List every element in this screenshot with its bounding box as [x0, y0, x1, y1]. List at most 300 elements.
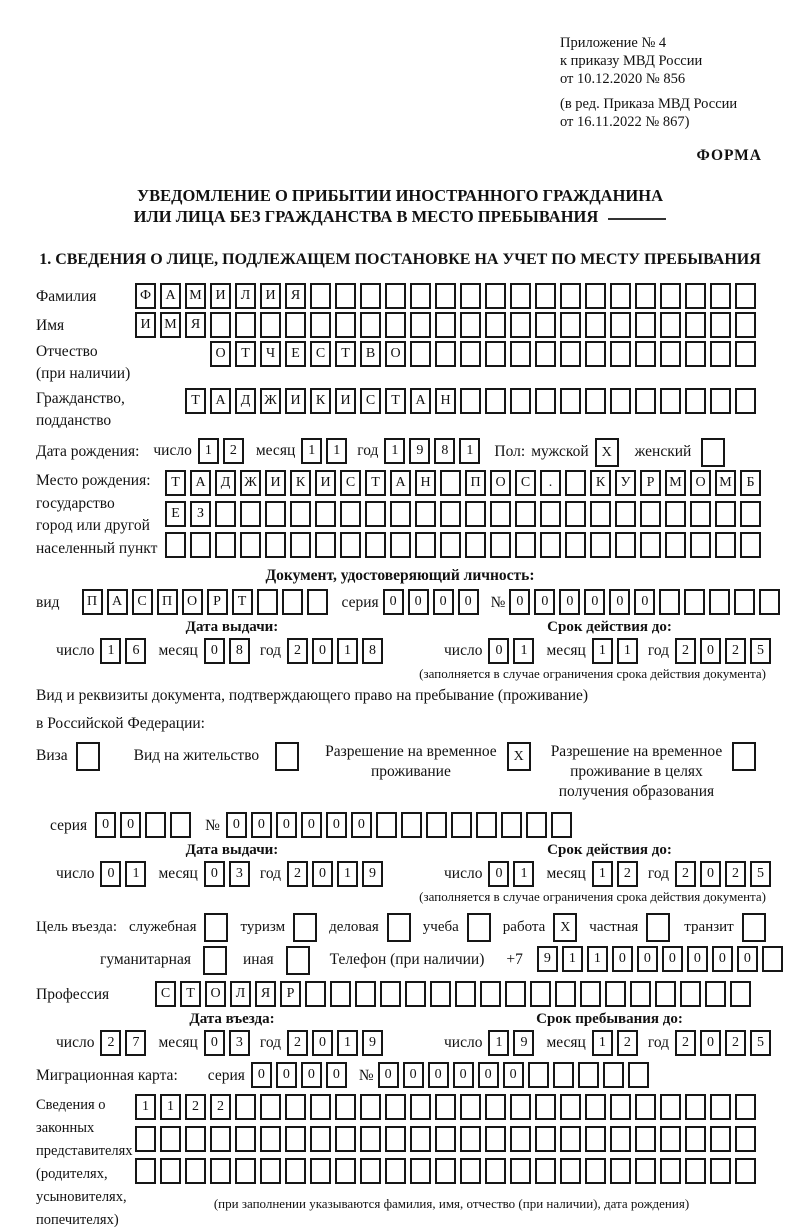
identity-doc-note: (заполняется в случае ограничения срока действия документа): [419, 666, 766, 681]
char-box: [535, 1094, 556, 1120]
identity-issue-row: [56, 638, 408, 664]
char-box: [540, 532, 561, 558]
sex-male-checkbox: [595, 438, 623, 467]
char-box: 0: [488, 638, 509, 664]
char-box: [565, 501, 586, 527]
year-label: год: [259, 1034, 282, 1051]
char-box: [660, 312, 681, 338]
char-box: 3: [229, 1030, 250, 1056]
char-box: 1: [160, 1094, 181, 1120]
entry-year-boxes: [287, 1030, 387, 1056]
char-box: [510, 283, 531, 309]
char-box: 0: [351, 812, 372, 838]
char-box: [240, 501, 261, 527]
char-box: 1: [513, 861, 534, 887]
char-box: Р: [280, 981, 301, 1007]
char-box: 1: [592, 1030, 613, 1056]
char-box: [615, 532, 636, 558]
char-box: [376, 812, 397, 838]
char-box: 1: [384, 438, 405, 464]
field-birth-place: [36, 470, 800, 563]
char-box: [565, 532, 586, 558]
char-box: А: [410, 388, 431, 414]
stay-until-col: [444, 1011, 775, 1056]
residence-permit-label: Вид на жительство: [133, 747, 260, 764]
char-box: [160, 1158, 181, 1184]
patronymic-label-line-1: Отчество: [36, 343, 98, 360]
char-box: 0: [378, 1062, 399, 1088]
char-box: [410, 1126, 431, 1152]
char-box: [340, 501, 361, 527]
char-box: [510, 312, 531, 338]
char-box: 0: [312, 861, 333, 887]
char-box: [265, 501, 286, 527]
char-box: О: [385, 341, 406, 367]
residence-issue-month-boxes: [204, 861, 254, 887]
char-box: [460, 283, 481, 309]
char-box: [735, 388, 756, 414]
profession-boxes: [155, 981, 755, 1007]
char-box: 2: [210, 1094, 231, 1120]
char-box: [560, 1126, 581, 1152]
day-label: число: [56, 642, 95, 659]
char-box: [710, 283, 731, 309]
char-box: [405, 981, 426, 1007]
char-box: [485, 1126, 506, 1152]
char-box: О: [205, 981, 226, 1007]
char-box: [285, 312, 306, 338]
char-box: [310, 1094, 331, 1120]
identity-series-label: серия: [341, 594, 379, 611]
char-box: [535, 312, 556, 338]
char-box: [510, 341, 531, 367]
patronymic-boxes: [210, 341, 760, 367]
char-box: А: [390, 470, 411, 496]
char-box: [390, 532, 411, 558]
year-label: год: [259, 642, 282, 659]
char-box: [635, 1094, 656, 1120]
char-box: [235, 1158, 256, 1184]
char-box: [460, 341, 481, 367]
char-box: И: [315, 470, 336, 496]
char-box: 0: [428, 1062, 449, 1088]
char-box: 3: [229, 861, 250, 887]
profession-label: Профессия: [36, 986, 110, 1003]
identity-issue-col: [56, 619, 408, 664]
month-label: месяц: [158, 1034, 198, 1051]
char-box: [610, 1158, 631, 1184]
identity-kind-boxes: [82, 589, 332, 615]
visit-purpose-label: Цель въезда:: [36, 919, 117, 935]
char-box: [485, 388, 506, 414]
char-box: [610, 388, 631, 414]
visa-label: Виза: [36, 747, 68, 764]
char-box: 2: [223, 438, 244, 464]
title-line-2: [0, 206, 800, 227]
field-migration-card: [36, 1062, 800, 1088]
purpose-private-checkbox: [646, 913, 674, 942]
char-box: [170, 812, 191, 838]
char-box: И: [135, 312, 156, 338]
representatives-label-line-6: попечителях): [36, 1212, 119, 1228]
field-birth-date: [36, 438, 800, 467]
char-box: З: [190, 501, 211, 527]
header-line-5: от 16.11.2022 № 867): [560, 114, 690, 130]
char-box: Б: [740, 470, 761, 496]
char-box: [585, 388, 606, 414]
option-visa: [36, 742, 104, 771]
char-box: И: [335, 388, 356, 414]
purpose-humanitarian-label: гуманитарная: [100, 951, 191, 968]
day-label: число: [444, 642, 483, 659]
char-box: С: [310, 341, 331, 367]
char-box: [265, 532, 286, 558]
residence-issue-col: [56, 842, 408, 887]
char-box: [530, 981, 551, 1007]
char-box: [465, 532, 486, 558]
identity-expiry-heading: Срок действия до:: [547, 619, 672, 635]
edu-permit-label: [551, 742, 723, 802]
residence-doc-dates: [56, 842, 800, 887]
char-box: [410, 341, 431, 367]
char-box: 2: [675, 638, 696, 664]
representatives-row-3: [135, 1158, 760, 1184]
form-title: [0, 185, 800, 227]
char-box: [204, 913, 228, 942]
char-box: 0: [559, 589, 580, 615]
char-box: 0: [326, 812, 347, 838]
char-box: [285, 1158, 306, 1184]
char-box: [410, 283, 431, 309]
char-box: [365, 501, 386, 527]
char-box: [610, 1126, 631, 1152]
residence-doc-intro-2: в Российской Федерации:: [36, 715, 205, 732]
representatives-labels: [36, 1094, 135, 1232]
char-box: [528, 1062, 549, 1088]
char-box: [510, 1158, 531, 1184]
birth-month-boxes: [301, 438, 351, 464]
char-box: [310, 1126, 331, 1152]
char-box: И: [265, 470, 286, 496]
char-box: А: [190, 470, 211, 496]
char-box: [440, 501, 461, 527]
char-box: 0: [700, 861, 721, 887]
char-box: 1: [592, 638, 613, 664]
char-box: [535, 283, 556, 309]
char-box: 5: [750, 1030, 771, 1056]
temp-permit-label-line-1: Разрешение на временное: [325, 743, 497, 760]
char-box: А: [160, 283, 181, 309]
identity-issue-day-boxes: [100, 638, 150, 664]
char-box: [476, 812, 497, 838]
residence-doc-options: [36, 742, 800, 802]
char-box: [701, 438, 725, 467]
char-box: 0: [478, 1062, 499, 1088]
char-box: 2: [287, 861, 308, 887]
birth-day-boxes: [198, 438, 248, 464]
header-line-4: (в ред. Приказа МВД России: [560, 96, 738, 112]
birth-place-label-line-1: Место рождения:: [36, 472, 151, 489]
char-box: [467, 913, 491, 942]
sex-label: Пол:: [494, 443, 526, 460]
char-box: [315, 501, 336, 527]
char-box: Л: [235, 283, 256, 309]
char-box: 0: [226, 812, 247, 838]
char-box: [435, 1126, 456, 1152]
purpose-other-label: иная: [242, 951, 274, 968]
char-box: [387, 913, 411, 942]
residence-expiry-year-boxes: [675, 861, 775, 887]
char-box: [210, 1126, 231, 1152]
char-box: [628, 1062, 649, 1088]
char-box: [660, 388, 681, 414]
char-box: [435, 1094, 456, 1120]
edu-permit-label-line-2: проживание в целях: [570, 763, 703, 780]
char-box: [510, 1094, 531, 1120]
blank-underline: [608, 216, 666, 220]
char-box: [680, 981, 701, 1007]
char-box: 6: [125, 638, 146, 664]
char-box: 2: [725, 638, 746, 664]
citizenship-label: [36, 388, 185, 432]
char-box: 5: [750, 638, 771, 664]
sex-male-label: мужской: [531, 443, 589, 460]
char-box: [430, 981, 451, 1007]
char-box: 0: [312, 1030, 333, 1056]
char-box: [260, 1158, 281, 1184]
edu-permit-label-line-1: Разрешение на временное: [550, 743, 723, 760]
char-box: 1: [337, 638, 358, 664]
residence-series-boxes: [95, 812, 195, 838]
char-box: [665, 501, 686, 527]
char-box: 0: [204, 1030, 225, 1056]
title-line-1: УВЕДОМЛЕНИЕ О ПРИБЫТИИ ИНОСТРАННОГО ГРАЖДАНИНА: [136, 186, 664, 205]
char-box: [165, 532, 186, 558]
char-box: 2: [287, 638, 308, 664]
char-box: [630, 981, 651, 1007]
day-label: число: [56, 865, 95, 882]
identity-issue-month-boxes: [204, 638, 254, 664]
char-box: И: [210, 283, 231, 309]
identity-number-label: №: [490, 594, 506, 611]
char-box: 1: [562, 946, 583, 972]
char-box: [635, 1126, 656, 1152]
purpose-tourism-checkbox: [293, 913, 321, 942]
char-box: [335, 1094, 356, 1120]
birth-place-row-1: [165, 470, 765, 496]
char-box: 0: [312, 638, 333, 664]
char-box: [410, 1094, 431, 1120]
patronymic-label: [36, 341, 210, 385]
char-box: [635, 388, 656, 414]
field-phone: [100, 946, 800, 975]
char-box: С: [515, 470, 536, 496]
char-box: 1: [198, 438, 219, 464]
stay-year-boxes: [675, 1030, 775, 1056]
field-name: [36, 312, 800, 338]
char-box: А: [107, 589, 128, 615]
char-box: [690, 501, 711, 527]
char-box: И: [260, 283, 281, 309]
char-box: [293, 913, 317, 942]
char-box: [355, 981, 376, 1007]
char-box: Я: [255, 981, 276, 1007]
char-box: [646, 913, 670, 942]
char-box: М: [160, 312, 181, 338]
char-box: [435, 283, 456, 309]
field-representatives: [36, 1094, 800, 1232]
char-box: [260, 1126, 281, 1152]
char-box: [560, 388, 581, 414]
option-edu-permit: [551, 742, 761, 802]
month-label: месяц: [158, 865, 198, 882]
char-box: [290, 501, 311, 527]
birth-date-label: Дата рождения:: [36, 443, 140, 460]
char-box: [330, 981, 351, 1007]
char-box: [485, 283, 506, 309]
identity-doc-dates: [56, 619, 800, 664]
char-box: [759, 589, 780, 615]
char-box: .: [540, 470, 561, 496]
year-label: год: [357, 442, 379, 459]
purpose-business-label: деловая: [329, 919, 379, 935]
char-box: 2: [617, 1030, 638, 1056]
char-box: [385, 1126, 406, 1152]
char-box: 0: [276, 1062, 297, 1088]
char-box: [380, 981, 401, 1007]
residence-expiry-col: [444, 842, 775, 887]
sex-female-label: женский: [634, 443, 692, 460]
char-box: [660, 1094, 681, 1120]
char-box: [465, 501, 486, 527]
char-box: [385, 312, 406, 338]
char-box: [285, 1126, 306, 1152]
char-box: 0: [408, 589, 429, 615]
residence-expiry-day-boxes: [488, 861, 538, 887]
name-label: Имя: [36, 317, 65, 334]
identity-expiry-month-boxes: [592, 638, 642, 664]
char-box: П: [82, 589, 103, 615]
char-box: [485, 1094, 506, 1120]
char-box: [585, 312, 606, 338]
char-box: [740, 532, 761, 558]
char-box: [460, 312, 481, 338]
field-profession: [36, 981, 800, 1007]
char-box: [685, 341, 706, 367]
char-box: 0: [251, 812, 272, 838]
char-box: [460, 1158, 481, 1184]
residence-expiry-row: [444, 861, 775, 887]
char-box: [260, 1094, 281, 1120]
char-box: [490, 501, 511, 527]
char-box: [526, 812, 547, 838]
char-box: [685, 312, 706, 338]
char-box: Ж: [260, 388, 281, 414]
citizenship-label-line-2: подданство: [36, 412, 112, 429]
char-box: 9: [362, 1030, 383, 1056]
mc-number-label: №: [358, 1067, 374, 1084]
temp-permit-label: [325, 742, 497, 782]
char-box: [551, 812, 572, 838]
field-surname: [36, 283, 800, 309]
title-line-2-text: ИЛИ ЛИЦА БЕЗ ГРАЖДАНСТВА В МЕСТО ПРЕБЫВАНИЯ: [133, 207, 599, 226]
char-box: [585, 341, 606, 367]
char-box: [135, 1158, 156, 1184]
char-box: Т: [385, 388, 406, 414]
char-box: [360, 1126, 381, 1152]
char-box: [260, 312, 281, 338]
char-box: [540, 501, 561, 527]
char-box: [510, 388, 531, 414]
char-box: Т: [365, 470, 386, 496]
char-box: [415, 532, 436, 558]
char-box: 9: [513, 1030, 534, 1056]
identity-expiry-year-boxes: [675, 638, 775, 664]
identity-kind-label: вид: [36, 594, 60, 611]
char-box: [410, 1158, 431, 1184]
char-box: [655, 981, 676, 1007]
birth-place-labels: [36, 470, 165, 563]
birth-year-boxes: [384, 438, 484, 464]
char-box: [585, 1094, 606, 1120]
residence-doc-intro-1: Вид и реквизиты документа, подтверждающего право на пребывание (проживание): [36, 687, 589, 704]
entry-date-row: [56, 1030, 408, 1056]
char-box: 0: [301, 812, 322, 838]
char-box: 9: [409, 438, 430, 464]
char-box: [742, 913, 766, 942]
residence-issue-day-boxes: [100, 861, 150, 887]
char-box: [335, 283, 356, 309]
char-box: 0: [700, 638, 721, 664]
char-box: [185, 1158, 206, 1184]
char-box: [710, 1126, 731, 1152]
mc-number-boxes: [378, 1062, 653, 1088]
field-residence-series: [50, 812, 800, 838]
day-label: число: [56, 1034, 95, 1051]
char-box: А: [210, 388, 231, 414]
char-box: 0: [687, 946, 708, 972]
birth-place-row-2: [165, 501, 765, 527]
char-box: 0: [100, 861, 121, 887]
char-box: [555, 981, 576, 1007]
char-box: [160, 1126, 181, 1152]
char-box: Н: [415, 470, 436, 496]
char-box: [360, 1158, 381, 1184]
char-box: С: [155, 981, 176, 1007]
identity-doc-heading: Документ, удостоверяющий личность:: [265, 567, 535, 584]
char-box: 1: [488, 1030, 509, 1056]
identity-expiry-row: [444, 638, 775, 664]
section-1-heading: 1. СВЕДЕНИЯ О ЛИЦЕ, ПОДЛЕЖАЩЕМ ПОСТАНОВКЕ НА УЧЕТ ПО МЕСТУ ПРЕБЫВАНИЯ: [39, 251, 761, 268]
purpose-other-checkbox: [286, 946, 314, 975]
char-box: [535, 1158, 556, 1184]
char-box: [560, 341, 581, 367]
birth-day-group: [153, 438, 247, 464]
char-box: Т: [335, 341, 356, 367]
char-box: 8: [362, 638, 383, 664]
citizenship-label-line-1: Гражданство,: [36, 390, 125, 407]
char-box: 5: [750, 861, 771, 887]
header-line-2: к приказу МВД России: [560, 53, 703, 69]
char-box: [410, 312, 431, 338]
char-box: 0: [609, 589, 630, 615]
char-box: [535, 341, 556, 367]
char-box: [635, 341, 656, 367]
surname-label: Фамилия: [36, 288, 97, 305]
char-box: [735, 283, 756, 309]
char-box: [735, 341, 756, 367]
option-residence-permit: [134, 742, 304, 771]
